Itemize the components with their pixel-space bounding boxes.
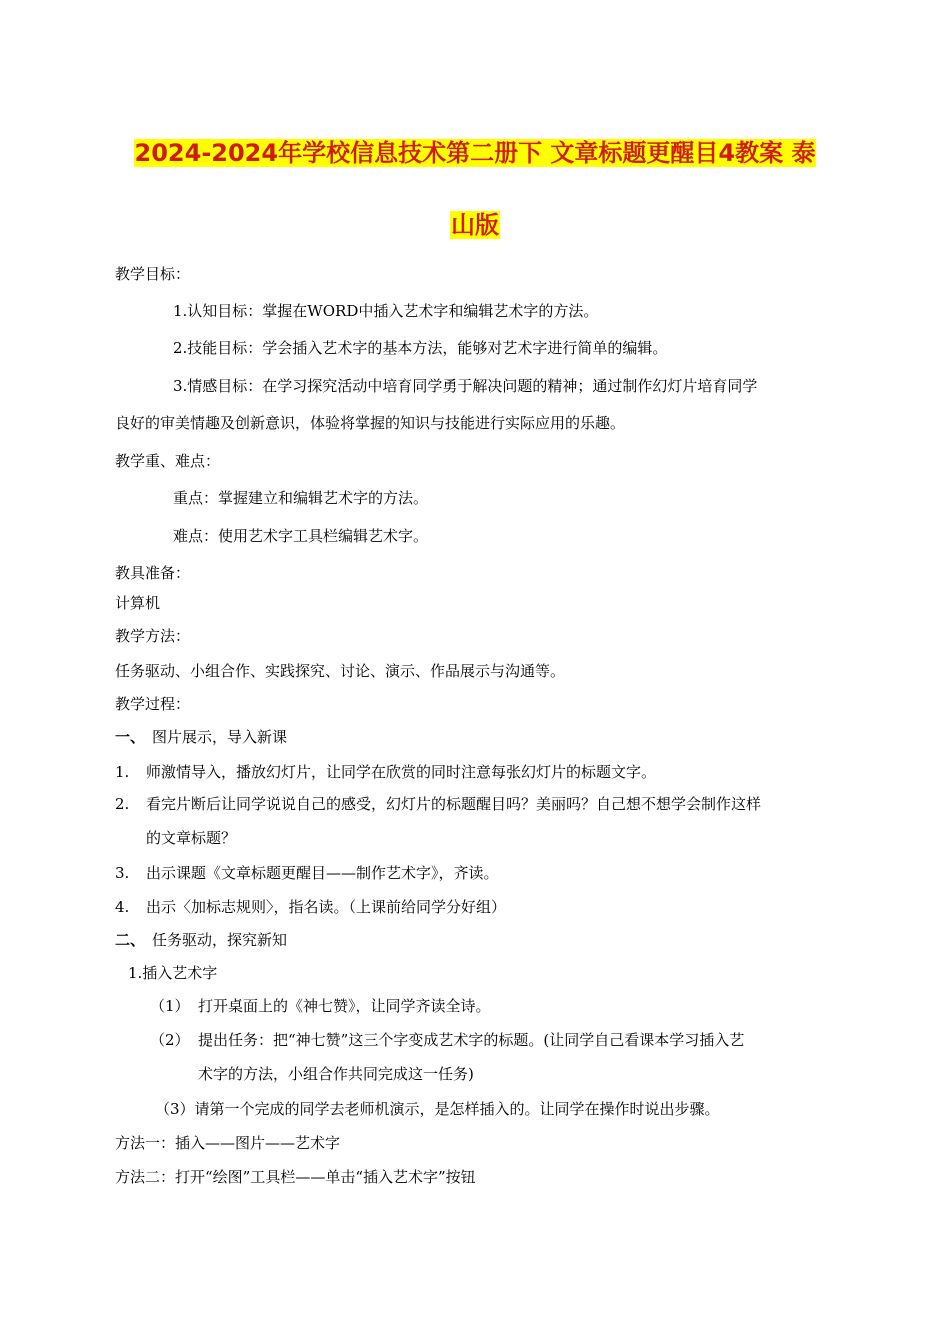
step-text: 师激情导入，播放幻灯片，让同学在欣赏的同时注意每张幻灯片的标题文字。 [146, 763, 657, 781]
objective-emotion-line1: 3.情感目标：在学习探究活动中培育同学勇于解决问题的精神；通过制作幻灯片培育同学 [173, 377, 758, 395]
item-number: （1） [150, 997, 190, 1015]
keypoint-difficult: 难点：使用艺术字工具栏编辑艺术字。 [173, 527, 429, 545]
methods-value: 任务驱动、小组合作、实践探究、讨论、演示、作品展示与沟通等。 [115, 662, 566, 680]
method-one: 方法一：插入——图片——艺术字 [115, 1134, 341, 1152]
document-title-line2: 山版 [451, 211, 499, 239]
section1-title: 图片展示，导入新课 [152, 728, 288, 746]
keypoint-key: 重点：掌握建立和编辑艺术字的方法。 [173, 489, 429, 507]
subsection-insert-wordart: 1.插入艺术字 [128, 964, 218, 982]
method-two: 方法二：打开“绘图”工具栏——单击“插入艺术字”按钮 [115, 1168, 476, 1186]
step-number: 2. [115, 795, 130, 813]
step-text: 出示〈加标志规则〉，指名读。（上课前给同学分好组） [146, 898, 507, 916]
document-title-line1: 2024-2024年学校信息技术第二册下 文章标题更醒目4教案 泰 [134, 139, 816, 167]
section2-title: 任务驱动，探究新知 [152, 931, 288, 949]
step-number: 4. [115, 898, 130, 916]
step-text-continued: 的文章标题？ [146, 829, 237, 847]
objective-emotion-line2: 良好的审美情趣及创新意识，体验将掌握的知识与技能进行实际应用的乐趣。 [115, 414, 626, 432]
item-text-continued: 术字的方法，小组合作共同完成这一任务) [198, 1065, 474, 1083]
objective-cognitive: 1.认知目标：掌握在WORD中插入艺术字和编辑艺术字的方法。 [173, 302, 599, 320]
process-heading: 教学过程： [115, 695, 191, 713]
item-number: （2） [150, 1031, 190, 1049]
step-number: 1. [115, 763, 130, 781]
keypoints-heading: 教学重、难点： [115, 452, 221, 470]
step-text: 看完片断后让同学说说自己的感受，幻灯片的标题醒目吗？美丽吗？自己想不想学会制作这样 [146, 795, 762, 813]
item-demo: （3）请第一个完成的同学去老师机演示，是怎样插入的。让同学在操作时说出步骤。 [155, 1100, 720, 1118]
item-text: 提出任务：把“神七赞”这三个字变成艺术字的标题。(让同学自己看课本学习插入艺 [198, 1031, 745, 1049]
item-text: 打开桌面上的《神七赞》，让同学齐读全诗。 [198, 997, 491, 1015]
tools-value: 计算机 [115, 594, 161, 612]
step-number: 3. [115, 864, 130, 882]
section2-marker: 二、 [115, 931, 146, 949]
section1-marker: 一、 [115, 728, 146, 746]
methods-heading: 教学方法： [115, 627, 191, 645]
objective-skill: 2.技能目标：学会插入艺术字的基本方法，能够对艺术字进行简单的编辑。 [173, 339, 668, 357]
objectives-heading: 教学目标： [115, 265, 191, 283]
step-text: 出示课题《文章标题更醒目——制作艺术字》，齐读。 [146, 864, 499, 882]
tools-heading: 教具准备： [115, 564, 191, 582]
